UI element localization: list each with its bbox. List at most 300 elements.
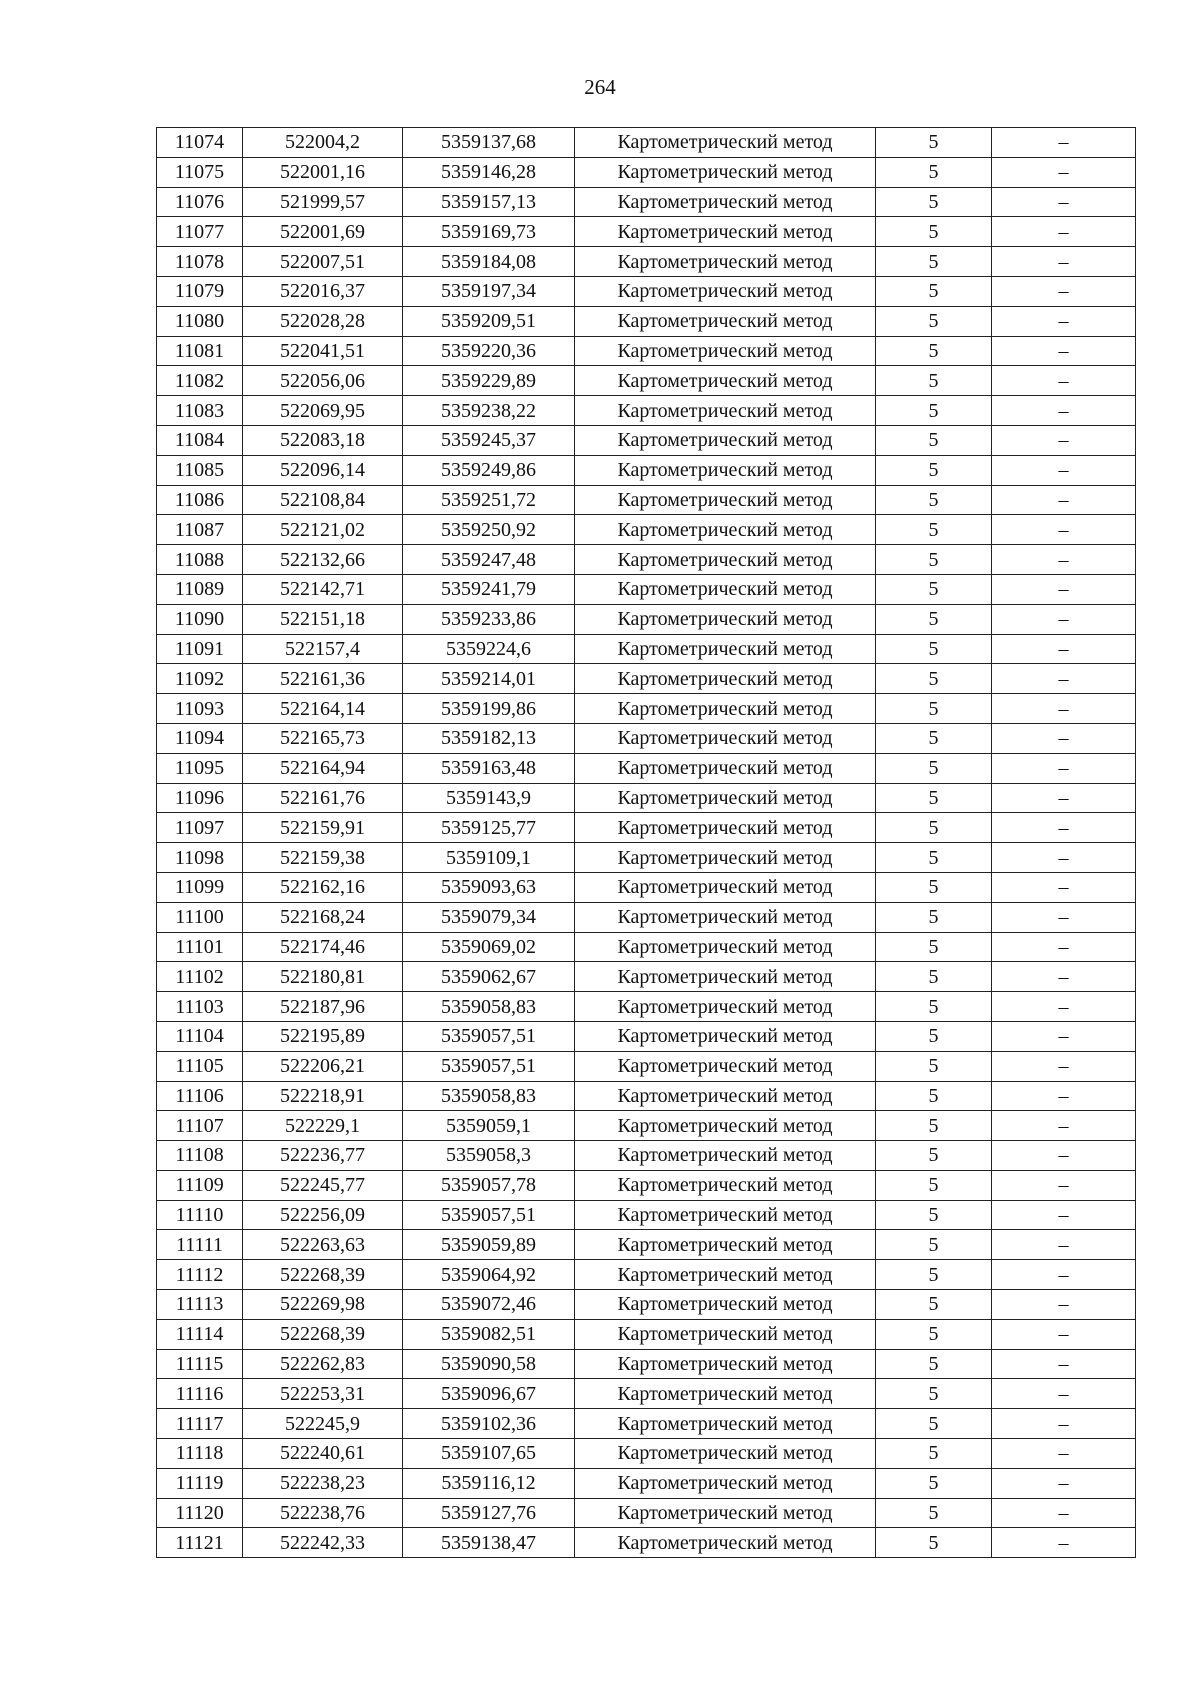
method-cell: Картометрический метод <box>575 664 876 694</box>
description-cell: – <box>992 1081 1136 1111</box>
description-cell: – <box>992 336 1136 366</box>
point-number-cell: 11101 <box>157 932 243 962</box>
precision-cell: 5 <box>876 187 992 217</box>
precision-cell: 5 <box>876 664 992 694</box>
precision-cell: 5 <box>876 1170 992 1200</box>
y-coordinate-cell: 5359163,48 <box>403 753 575 783</box>
description-cell: – <box>992 276 1136 306</box>
description-cell: – <box>992 425 1136 455</box>
precision-cell: 5 <box>876 157 992 187</box>
method-cell: Картометрический метод <box>575 247 876 277</box>
point-number-cell: 11086 <box>157 485 243 515</box>
table-row <box>157 247 1136 277</box>
table-row <box>157 1051 1136 1081</box>
method-cell: Картометрический метод <box>575 1111 876 1141</box>
description-cell: – <box>992 1349 1136 1379</box>
x-coordinate-cell: 522180,81 <box>243 962 403 992</box>
precision-cell: 5 <box>876 1111 992 1141</box>
description-cell: – <box>992 157 1136 187</box>
point-number-cell: 11108 <box>157 1141 243 1171</box>
point-number-cell: 11095 <box>157 753 243 783</box>
y-coordinate-cell: 5359069,02 <box>403 932 575 962</box>
precision-cell: 5 <box>876 1498 992 1528</box>
point-number-cell: 11075 <box>157 157 243 187</box>
y-coordinate-cell: 5359182,13 <box>403 723 575 753</box>
x-coordinate-cell: 522161,36 <box>243 664 403 694</box>
method-cell: Картометрический метод <box>575 1260 876 1290</box>
y-coordinate-cell: 5359093,63 <box>403 872 575 902</box>
description-cell: – <box>992 1528 1136 1558</box>
y-coordinate-cell: 5359138,47 <box>403 1528 575 1558</box>
table-row <box>157 1319 1136 1349</box>
point-number-cell: 11077 <box>157 217 243 247</box>
method-cell: Картометрический метод <box>575 276 876 306</box>
x-coordinate-cell: 522256,09 <box>243 1200 403 1230</box>
x-coordinate-cell: 522157,4 <box>243 634 403 664</box>
table-row <box>157 515 1136 545</box>
x-coordinate-cell: 522253,31 <box>243 1379 403 1409</box>
x-coordinate-cell: 521999,57 <box>243 187 403 217</box>
table-row <box>157 1200 1136 1230</box>
description-cell: – <box>992 1319 1136 1349</box>
method-cell: Картометрический метод <box>575 1498 876 1528</box>
precision-cell: 5 <box>876 932 992 962</box>
x-coordinate-cell: 522187,96 <box>243 992 403 1022</box>
table-row <box>157 336 1136 366</box>
method-cell: Картометрический метод <box>575 425 876 455</box>
description-cell: – <box>992 1230 1136 1260</box>
precision-cell: 5 <box>876 1439 992 1469</box>
table-row <box>157 1290 1136 1320</box>
y-coordinate-cell: 5359209,51 <box>403 306 575 336</box>
method-cell: Картометрический метод <box>575 634 876 664</box>
description-cell: – <box>992 694 1136 724</box>
description-cell: – <box>992 902 1136 932</box>
y-coordinate-cell: 5359247,48 <box>403 545 575 575</box>
precision-cell: 5 <box>876 485 992 515</box>
y-coordinate-cell: 5359229,89 <box>403 366 575 396</box>
precision-cell: 5 <box>876 306 992 336</box>
x-coordinate-cell: 522245,77 <box>243 1170 403 1200</box>
table-row <box>157 783 1136 813</box>
method-cell: Картометрический метод <box>575 1349 876 1379</box>
y-coordinate-cell: 5359238,22 <box>403 396 575 426</box>
coordinates-table-body <box>157 128 1136 1558</box>
point-number-cell: 11103 <box>157 992 243 1022</box>
description-cell: – <box>992 396 1136 426</box>
description-cell: – <box>992 187 1136 217</box>
x-coordinate-cell: 522242,33 <box>243 1528 403 1558</box>
point-number-cell: 11107 <box>157 1111 243 1141</box>
precision-cell: 5 <box>876 783 992 813</box>
point-number-cell: 11081 <box>157 336 243 366</box>
method-cell: Картометрический метод <box>575 813 876 843</box>
point-number-cell: 11087 <box>157 515 243 545</box>
point-number-cell: 11093 <box>157 694 243 724</box>
x-coordinate-cell: 522236,77 <box>243 1141 403 1171</box>
x-coordinate-cell: 522142,71 <box>243 574 403 604</box>
method-cell: Картометрический метод <box>575 843 876 873</box>
method-cell: Картометрический метод <box>575 932 876 962</box>
method-cell: Картометрический метод <box>575 157 876 187</box>
y-coordinate-cell: 5359090,58 <box>403 1349 575 1379</box>
table-row <box>157 992 1136 1022</box>
x-coordinate-cell: 522164,94 <box>243 753 403 783</box>
description-cell: – <box>992 545 1136 575</box>
point-number-cell: 11076 <box>157 187 243 217</box>
description-cell: – <box>992 1290 1136 1320</box>
method-cell: Картометрический метод <box>575 545 876 575</box>
y-coordinate-cell: 5359241,79 <box>403 574 575 604</box>
description-cell: – <box>992 217 1136 247</box>
precision-cell: 5 <box>876 634 992 664</box>
precision-cell: 5 <box>876 1290 992 1320</box>
precision-cell: 5 <box>876 217 992 247</box>
table-row <box>157 813 1136 843</box>
precision-cell: 5 <box>876 1200 992 1230</box>
y-coordinate-cell: 5359082,51 <box>403 1319 575 1349</box>
y-coordinate-cell: 5359146,28 <box>403 157 575 187</box>
method-cell: Картометрический метод <box>575 1409 876 1439</box>
table-row <box>157 902 1136 932</box>
point-number-cell: 11085 <box>157 455 243 485</box>
x-coordinate-cell: 522056,06 <box>243 366 403 396</box>
x-coordinate-cell: 522096,14 <box>243 455 403 485</box>
point-number-cell: 11094 <box>157 723 243 753</box>
point-number-cell: 11112 <box>157 1260 243 1290</box>
x-coordinate-cell: 522159,38 <box>243 843 403 873</box>
table-row <box>157 574 1136 604</box>
y-coordinate-cell: 5359251,72 <box>403 485 575 515</box>
y-coordinate-cell: 5359197,34 <box>403 276 575 306</box>
x-coordinate-cell: 522132,66 <box>243 545 403 575</box>
x-coordinate-cell: 522168,24 <box>243 902 403 932</box>
description-cell: – <box>992 1409 1136 1439</box>
point-number-cell: 11090 <box>157 604 243 634</box>
point-number-cell: 11096 <box>157 783 243 813</box>
precision-cell: 5 <box>876 1260 992 1290</box>
precision-cell: 5 <box>876 843 992 873</box>
description-cell: – <box>992 813 1136 843</box>
x-coordinate-cell: 522159,91 <box>243 813 403 843</box>
x-coordinate-cell: 522195,89 <box>243 1021 403 1051</box>
description-cell: – <box>992 1021 1136 1051</box>
x-coordinate-cell: 522016,37 <box>243 276 403 306</box>
description-cell: – <box>992 574 1136 604</box>
description-cell: – <box>992 723 1136 753</box>
x-coordinate-cell: 522238,23 <box>243 1468 403 1498</box>
description-cell: – <box>992 306 1136 336</box>
x-coordinate-cell: 522041,51 <box>243 336 403 366</box>
x-coordinate-cell: 522162,16 <box>243 872 403 902</box>
precision-cell: 5 <box>876 813 992 843</box>
point-number-cell: 11097 <box>157 813 243 843</box>
description-cell: – <box>992 515 1136 545</box>
point-number-cell: 11120 <box>157 1498 243 1528</box>
y-coordinate-cell: 5359109,1 <box>403 843 575 873</box>
x-coordinate-cell: 522069,95 <box>243 396 403 426</box>
description-cell: – <box>992 485 1136 515</box>
table-row <box>157 276 1136 306</box>
table-row <box>157 545 1136 575</box>
precision-cell: 5 <box>876 1021 992 1051</box>
x-coordinate-cell: 522083,18 <box>243 425 403 455</box>
precision-cell: 5 <box>876 1379 992 1409</box>
table-row <box>157 634 1136 664</box>
x-coordinate-cell: 522161,76 <box>243 783 403 813</box>
point-number-cell: 11080 <box>157 306 243 336</box>
method-cell: Картометрический метод <box>575 1230 876 1260</box>
method-cell: Картометрический метод <box>575 1379 876 1409</box>
y-coordinate-cell: 5359199,86 <box>403 694 575 724</box>
table-row <box>157 1081 1136 1111</box>
method-cell: Картометрический метод <box>575 217 876 247</box>
description-cell: – <box>992 1051 1136 1081</box>
point-number-cell: 11084 <box>157 425 243 455</box>
x-coordinate-cell: 522004,2 <box>243 128 403 158</box>
method-cell: Картометрический метод <box>575 992 876 1022</box>
description-cell: – <box>992 604 1136 634</box>
method-cell: Картометрический метод <box>575 128 876 158</box>
y-coordinate-cell: 5359233,86 <box>403 604 575 634</box>
y-coordinate-cell: 5359127,76 <box>403 1498 575 1528</box>
point-number-cell: 11111 <box>157 1230 243 1260</box>
x-coordinate-cell: 522151,18 <box>243 604 403 634</box>
point-number-cell: 11106 <box>157 1081 243 1111</box>
method-cell: Картометрический метод <box>575 753 876 783</box>
y-coordinate-cell: 5359125,77 <box>403 813 575 843</box>
precision-cell: 5 <box>876 1409 992 1439</box>
point-number-cell: 11082 <box>157 366 243 396</box>
method-cell: Картометрический метод <box>575 1528 876 1558</box>
y-coordinate-cell: 5359220,36 <box>403 336 575 366</box>
method-cell: Картометрический метод <box>575 187 876 217</box>
table-row <box>157 1260 1136 1290</box>
method-cell: Картометрический метод <box>575 962 876 992</box>
table-row <box>157 425 1136 455</box>
x-coordinate-cell: 522001,69 <box>243 217 403 247</box>
page-number: 264 <box>584 75 616 99</box>
x-coordinate-cell: 522240,61 <box>243 1439 403 1469</box>
table-row <box>157 1230 1136 1260</box>
y-coordinate-cell: 5359107,65 <box>403 1439 575 1469</box>
precision-cell: 5 <box>876 992 992 1022</box>
table-row <box>157 455 1136 485</box>
description-cell: – <box>992 992 1136 1022</box>
precision-cell: 5 <box>876 1528 992 1558</box>
method-cell: Картометрический метод <box>575 1319 876 1349</box>
description-cell: – <box>992 664 1136 694</box>
precision-cell: 5 <box>876 753 992 783</box>
description-cell: – <box>992 1200 1136 1230</box>
table-row <box>157 217 1136 247</box>
y-coordinate-cell: 5359059,1 <box>403 1111 575 1141</box>
table-row <box>157 723 1136 753</box>
y-coordinate-cell: 5359062,67 <box>403 962 575 992</box>
precision-cell: 5 <box>876 1051 992 1081</box>
y-coordinate-cell: 5359224,6 <box>403 634 575 664</box>
table-row <box>157 604 1136 634</box>
table-row <box>157 1498 1136 1528</box>
method-cell: Картометрический метод <box>575 902 876 932</box>
description-cell: – <box>992 872 1136 902</box>
description-cell: – <box>992 128 1136 158</box>
method-cell: Картометрический метод <box>575 872 876 902</box>
x-coordinate-cell: 522229,1 <box>243 1111 403 1141</box>
description-cell: – <box>992 455 1136 485</box>
table-row <box>157 1528 1136 1558</box>
y-coordinate-cell: 5359058,83 <box>403 992 575 1022</box>
point-number-cell: 11083 <box>157 396 243 426</box>
point-number-cell: 11110 <box>157 1200 243 1230</box>
y-coordinate-cell: 5359116,12 <box>403 1468 575 1498</box>
x-coordinate-cell: 522007,51 <box>243 247 403 277</box>
table-row <box>157 1111 1136 1141</box>
y-coordinate-cell: 5359157,13 <box>403 187 575 217</box>
table-row <box>157 1379 1136 1409</box>
method-cell: Картометрический метод <box>575 485 876 515</box>
x-coordinate-cell: 522262,83 <box>243 1349 403 1379</box>
point-number-cell: 11119 <box>157 1468 243 1498</box>
y-coordinate-cell: 5359096,67 <box>403 1379 575 1409</box>
precision-cell: 5 <box>876 1141 992 1171</box>
y-coordinate-cell: 5359079,34 <box>403 902 575 932</box>
point-number-cell: 11113 <box>157 1290 243 1320</box>
table-row <box>157 485 1136 515</box>
table-row <box>157 366 1136 396</box>
description-cell: – <box>992 843 1136 873</box>
table-row <box>157 843 1136 873</box>
description-cell: – <box>992 247 1136 277</box>
precision-cell: 5 <box>876 902 992 932</box>
method-cell: Картометрический метод <box>575 306 876 336</box>
precision-cell: 5 <box>876 1081 992 1111</box>
table-row <box>157 694 1136 724</box>
method-cell: Картометрический метод <box>575 1290 876 1320</box>
description-cell: – <box>992 1498 1136 1528</box>
y-coordinate-cell: 5359064,92 <box>403 1260 575 1290</box>
y-coordinate-cell: 5359058,83 <box>403 1081 575 1111</box>
point-number-cell: 11104 <box>157 1021 243 1051</box>
point-number-cell: 11109 <box>157 1170 243 1200</box>
point-number-cell: 11116 <box>157 1379 243 1409</box>
precision-cell: 5 <box>876 694 992 724</box>
point-number-cell: 11088 <box>157 545 243 575</box>
table-row <box>157 872 1136 902</box>
y-coordinate-cell: 5359137,68 <box>403 128 575 158</box>
description-cell: – <box>992 1260 1136 1290</box>
x-coordinate-cell: 522269,98 <box>243 1290 403 1320</box>
y-coordinate-cell: 5359250,92 <box>403 515 575 545</box>
precision-cell: 5 <box>876 276 992 306</box>
method-cell: Картометрический метод <box>575 604 876 634</box>
precision-cell: 5 <box>876 872 992 902</box>
x-coordinate-cell: 522164,14 <box>243 694 403 724</box>
y-coordinate-cell: 5359057,51 <box>403 1200 575 1230</box>
point-number-cell: 11091 <box>157 634 243 664</box>
precision-cell: 5 <box>876 366 992 396</box>
x-coordinate-cell: 522108,84 <box>243 485 403 515</box>
point-number-cell: 11089 <box>157 574 243 604</box>
precision-cell: 5 <box>876 1349 992 1379</box>
x-coordinate-cell: 522238,76 <box>243 1498 403 1528</box>
precision-cell: 5 <box>876 1230 992 1260</box>
precision-cell: 5 <box>876 128 992 158</box>
description-cell: – <box>992 1111 1136 1141</box>
point-number-cell: 11114 <box>157 1319 243 1349</box>
x-coordinate-cell: 522218,91 <box>243 1081 403 1111</box>
precision-cell: 5 <box>876 425 992 455</box>
method-cell: Картометрический метод <box>575 366 876 396</box>
table-row <box>157 753 1136 783</box>
x-coordinate-cell: 522268,39 <box>243 1319 403 1349</box>
x-coordinate-cell: 522268,39 <box>243 1260 403 1290</box>
point-number-cell: 11098 <box>157 843 243 873</box>
method-cell: Картометрический метод <box>575 1081 876 1111</box>
method-cell: Картометрический метод <box>575 336 876 366</box>
point-number-cell: 11078 <box>157 247 243 277</box>
precision-cell: 5 <box>876 723 992 753</box>
description-cell: – <box>992 1379 1136 1409</box>
y-coordinate-cell: 5359059,89 <box>403 1230 575 1260</box>
y-coordinate-cell: 5359057,51 <box>403 1021 575 1051</box>
precision-cell: 5 <box>876 247 992 277</box>
y-coordinate-cell: 5359102,36 <box>403 1409 575 1439</box>
table-row <box>157 1439 1136 1469</box>
precision-cell: 5 <box>876 1319 992 1349</box>
table-row <box>157 157 1136 187</box>
description-cell: – <box>992 1141 1136 1171</box>
method-cell: Картометрический метод <box>575 783 876 813</box>
x-coordinate-cell: 522245,9 <box>243 1409 403 1439</box>
method-cell: Картометрический метод <box>575 1439 876 1469</box>
y-coordinate-cell: 5359057,78 <box>403 1170 575 1200</box>
method-cell: Картометрический метод <box>575 1051 876 1081</box>
description-cell: – <box>992 932 1136 962</box>
x-coordinate-cell: 522174,46 <box>243 932 403 962</box>
description-cell: – <box>992 366 1136 396</box>
table-row <box>157 1021 1136 1051</box>
point-number-cell: 11079 <box>157 276 243 306</box>
table-row <box>157 1170 1136 1200</box>
method-cell: Картометрический метод <box>575 1170 876 1200</box>
table-row <box>157 1409 1136 1439</box>
point-number-cell: 11117 <box>157 1409 243 1439</box>
table-row <box>157 306 1136 336</box>
method-cell: Картометрический метод <box>575 1200 876 1230</box>
precision-cell: 5 <box>876 1468 992 1498</box>
method-cell: Картометрический метод <box>575 1468 876 1498</box>
method-cell: Картометрический метод <box>575 694 876 724</box>
precision-cell: 5 <box>876 396 992 426</box>
table-row <box>157 932 1136 962</box>
table-row <box>157 187 1136 217</box>
point-number-cell: 11100 <box>157 902 243 932</box>
y-coordinate-cell: 5359184,08 <box>403 247 575 277</box>
x-coordinate-cell: 522028,28 <box>243 306 403 336</box>
point-number-cell: 11074 <box>157 128 243 158</box>
table-row <box>157 1468 1136 1498</box>
method-cell: Картометрический метод <box>575 574 876 604</box>
table-row <box>157 1349 1136 1379</box>
method-cell: Картометрический метод <box>575 515 876 545</box>
y-coordinate-cell: 5359143,9 <box>403 783 575 813</box>
description-cell: – <box>992 1170 1136 1200</box>
y-coordinate-cell: 5359058,3 <box>403 1141 575 1171</box>
precision-cell: 5 <box>876 336 992 366</box>
method-cell: Картометрический метод <box>575 1021 876 1051</box>
table-row <box>157 664 1136 694</box>
